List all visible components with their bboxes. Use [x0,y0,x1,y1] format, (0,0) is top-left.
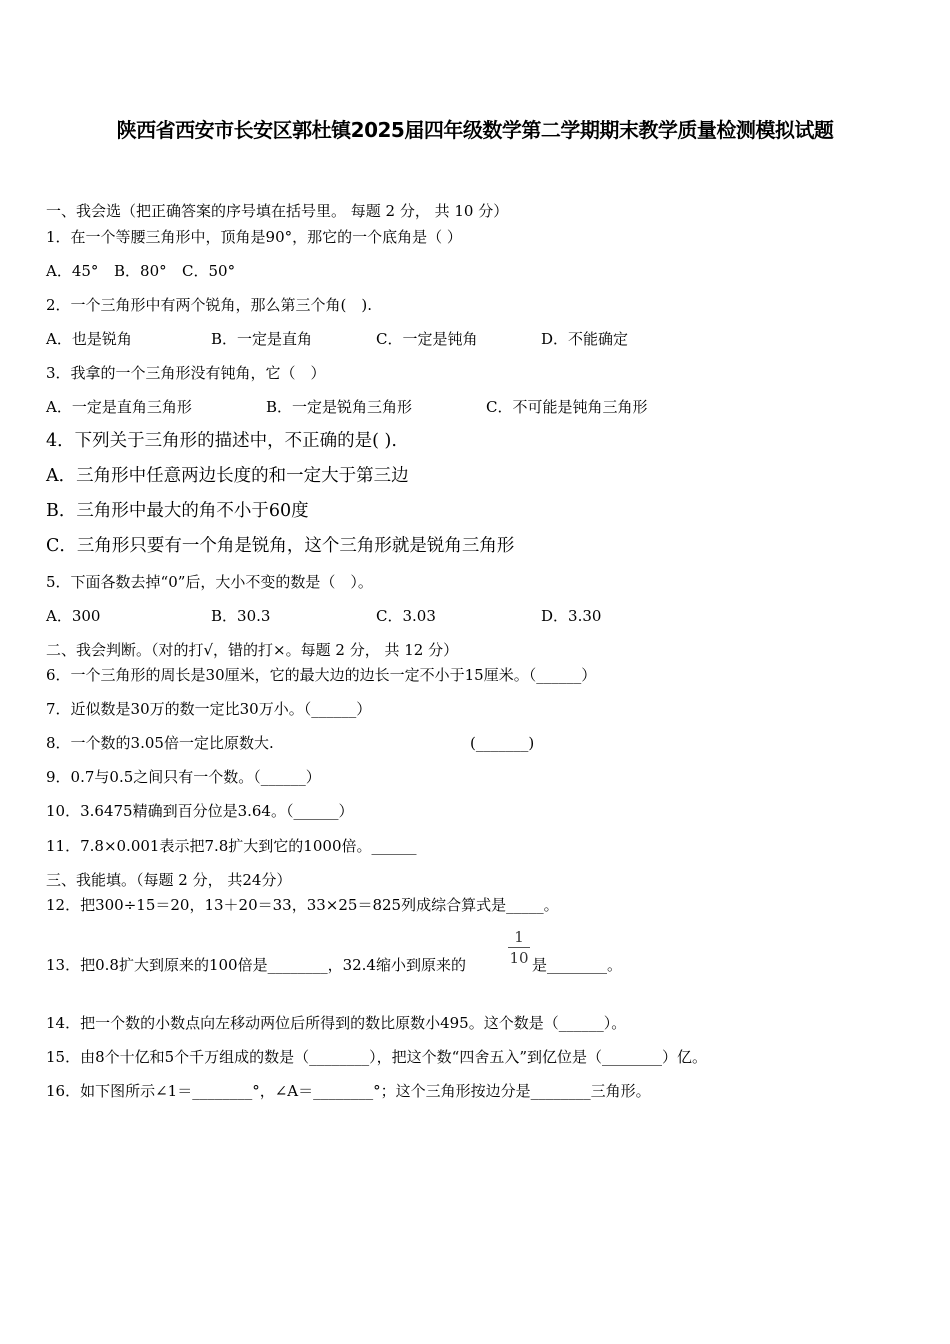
q3-option-b: B．一定是锐角三角形 [266,398,413,416]
q5-option-b: B．30.3 [211,607,271,625]
question-16: 16．如下图所示∠1＝________°，∠A＝________°；这个三角形按边分是________三角形。 [46,1082,651,1100]
question-15: 15．由8个十亿和5个千万组成的数是（________），把这个数“四舍五入”到亿位是（________）亿。 [46,1048,708,1066]
page-title: 陕西省西安市长安区郭杜镇2025届四年级数学第二学期期末教学质量检测模拟试题 [116,118,834,142]
question-11: 11．7.8×0.001表示把7.8扩大到它的1000倍。______ [46,837,417,855]
question-9: 9．0.7与0.5之间只有一个数。（______） [46,768,321,786]
question-4: 4．下列关于三角形的描述中，不正确的是( ). [46,431,397,451]
question-10: 10．3.6475精确到百分位是3.64。（______） [46,802,354,820]
question-14: 14．把一个数的小数点向左移动两位后所得到的数比原数小495。这个数是（______）。 [46,1014,627,1032]
question-8: 8．一个数的3.05倍一定比原数大. [46,734,274,752]
q1-option-c: C．50° [182,262,236,280]
fraction-bar [508,947,530,948]
q4-option-a: A．三角形中任意两边长度的和一定大于第三边 [46,466,409,486]
q5-option-d: D．3.30 [541,607,602,625]
question-6: 6．一个三角形的周长是30厘米，它的最大边的边长一定不小于15厘米。（______） [46,666,597,684]
question-8-blank: (_______) [470,734,535,752]
question-12: 12．把300÷15＝20，13＋20＝33，33×25＝825列成综合算式是_____。 [46,896,559,914]
q3-option-a: A．一定是直角三角形 [46,398,192,416]
section1-header: 一、我会选（把正确答案的序号填在括号里。 每题 2 分， 共 10 分） [46,202,509,220]
q2-option-b: B．一定是直角 [211,330,313,348]
q3-option-c: C．不可能是钝角三角形 [486,398,648,416]
section3-header: 三、我能填。（每题 2 分， 共24分） [46,871,292,889]
question-13: 13．把0.8扩大到原来的100倍是________，32.4缩小到原来的 [46,956,466,974]
fraction-denominator: 10 [509,949,529,967]
section2-header: 二、我会判断。（对的打√，错的打×。每题 2 分， 共 12 分） [46,641,459,659]
question-3: 3．我拿的一个三角形没有钝角，它（ ） [46,364,326,382]
q5-option-a: A．300 [46,607,101,625]
fraction-one-tenth [508,928,530,967]
question-1: 1．在一个等腰三角形中，顶角是90°，那它的一个底角是（ ） [46,228,462,246]
q4-option-b: B．三角形中最大的角不小于60度 [46,501,309,521]
question-13-end: 是________。 [532,956,623,974]
q4-option-c: C．三角形只要有一个角是锐角，这个三角形就是锐角三角形 [46,536,515,556]
q2-option-a: A．也是锐角 [46,330,132,348]
question-5: 5．下面各数去掉“0”后，大小不变的数是（ ）。 [46,573,373,591]
q2-option-d: D．不能确定 [541,330,629,348]
fraction-numerator: 1 [514,928,524,946]
q1-option-b: B．80° [114,262,167,280]
question-2: 2．一个三角形中有两个锐角，那么第三个角( ). [46,296,373,314]
q2-option-c: C．一定是钝角 [376,330,478,348]
q5-option-c: C．3.03 [376,607,436,625]
q1-option-a: A．45° [46,262,99,280]
question-7: 7．近似数是30万的数一定比30万小。（______） [46,700,372,718]
